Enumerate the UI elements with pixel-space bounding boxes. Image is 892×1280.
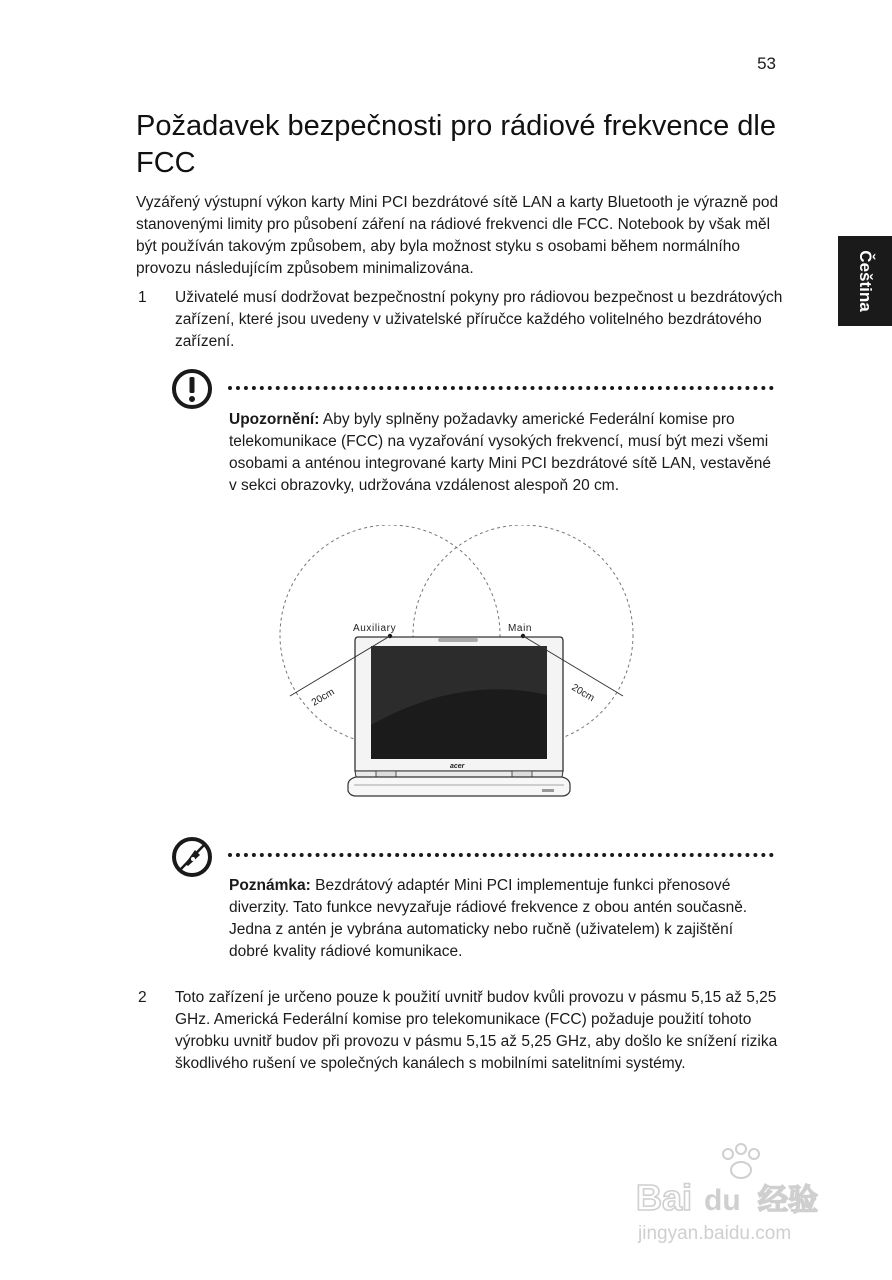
auxiliary-label: Auxiliary — [353, 623, 397, 634]
language-tab — [838, 236, 892, 326]
antenna-diagram — [270, 525, 640, 805]
main-label: Main — [508, 623, 533, 634]
list-item-text: Uživatelé musí dodržovat bezpečnostní pokyny pro rádiovou bezpečnost u bezdrátových zařízení, které jsou uvedeny v uživatelské příručce každého volitelného bezdrátového zařízení. — [175, 289, 783, 350]
note-pen-icon — [171, 836, 213, 878]
language-tab-label: Čeština — [856, 250, 875, 312]
warning-divider — [228, 386, 774, 390]
page-title: Požadavek bezpečnosti pro rádiové frekvence dle FCC — [136, 110, 776, 179]
watermark-brand-a: Bai — [636, 1177, 693, 1218]
note-divider — [228, 853, 774, 857]
list-item-number: 1 — [138, 289, 147, 306]
note-text — [229, 875, 775, 963]
intro-paragraph: Vyzářený výstupní výkon karty Mini PCI bezdrátové sítě LAN a karty Bluetooth je výrazně pod stanovenými limity pro působení záření na rádiové frekvenci dle FCC. Notebook by však měl být používán takovým způsobem, aby byla možnost styku s osobami během normálního provozu následujícím způsobem minimalizována. — [136, 194, 779, 277]
left-distance-label: 20cm — [309, 686, 337, 709]
note-label: Poznámka: — [229, 877, 311, 894]
warning-icon — [171, 368, 213, 410]
note-body: Bezdrátový adaptér Mini PCI implementuje funkci přenosové diverzity. Tato funkce nevyzařuje rádiové frekvence z obou antén současně. Jedna z antén je vybrána automaticky nebo ručně (uživatelem) k zajištění dobré kvality rádiové komunikace. — [229, 877, 748, 960]
right-distance-label: 20cm — [569, 682, 597, 705]
baidu-watermark — [636, 1140, 846, 1250]
watermark-brand-b: du — [704, 1184, 741, 1217]
page-number: 53 — [757, 54, 776, 73]
list-item-text: Toto zařízení je určeno pouze k použití uvnitř budov kvůli provozu v pásmu 5,15 až 5,25 GHz. Americká Federální komise pro telekomunikace (FCC) požaduje použití tohoto výrobku uvnitř budov při provozu v pásmu 5,15 až 5,25 GHz, aby došlo ke snížení rizika škodlivého rušení ve společných kanálech s mobilními satelitními systémy. — [175, 989, 778, 1072]
laptop-logo: acer — [450, 763, 465, 770]
list-item-number: 2 — [138, 989, 147, 1006]
warning-text — [229, 409, 775, 497]
warning-body: Aby byly splněny požadavky americké Federální komise pro telekomunikace (FCC) na vyzařování vysokých frekvencí, musí být mezi všemi osobami a anténou integrované karty Mini PCI bezdrátové sítě LAN, vestavěné v sekci obrazovky, udržována vzdálenost alespoň 20 cm. — [229, 411, 771, 494]
paw-icon — [723, 1149, 733, 1159]
warning-label: Upozornění: — [229, 411, 320, 428]
watermark-brand-cn: 经验 — [758, 1183, 818, 1218]
laptop-illustration — [348, 637, 570, 796]
watermark-url: jingyan.baidu.com — [638, 1223, 792, 1244]
